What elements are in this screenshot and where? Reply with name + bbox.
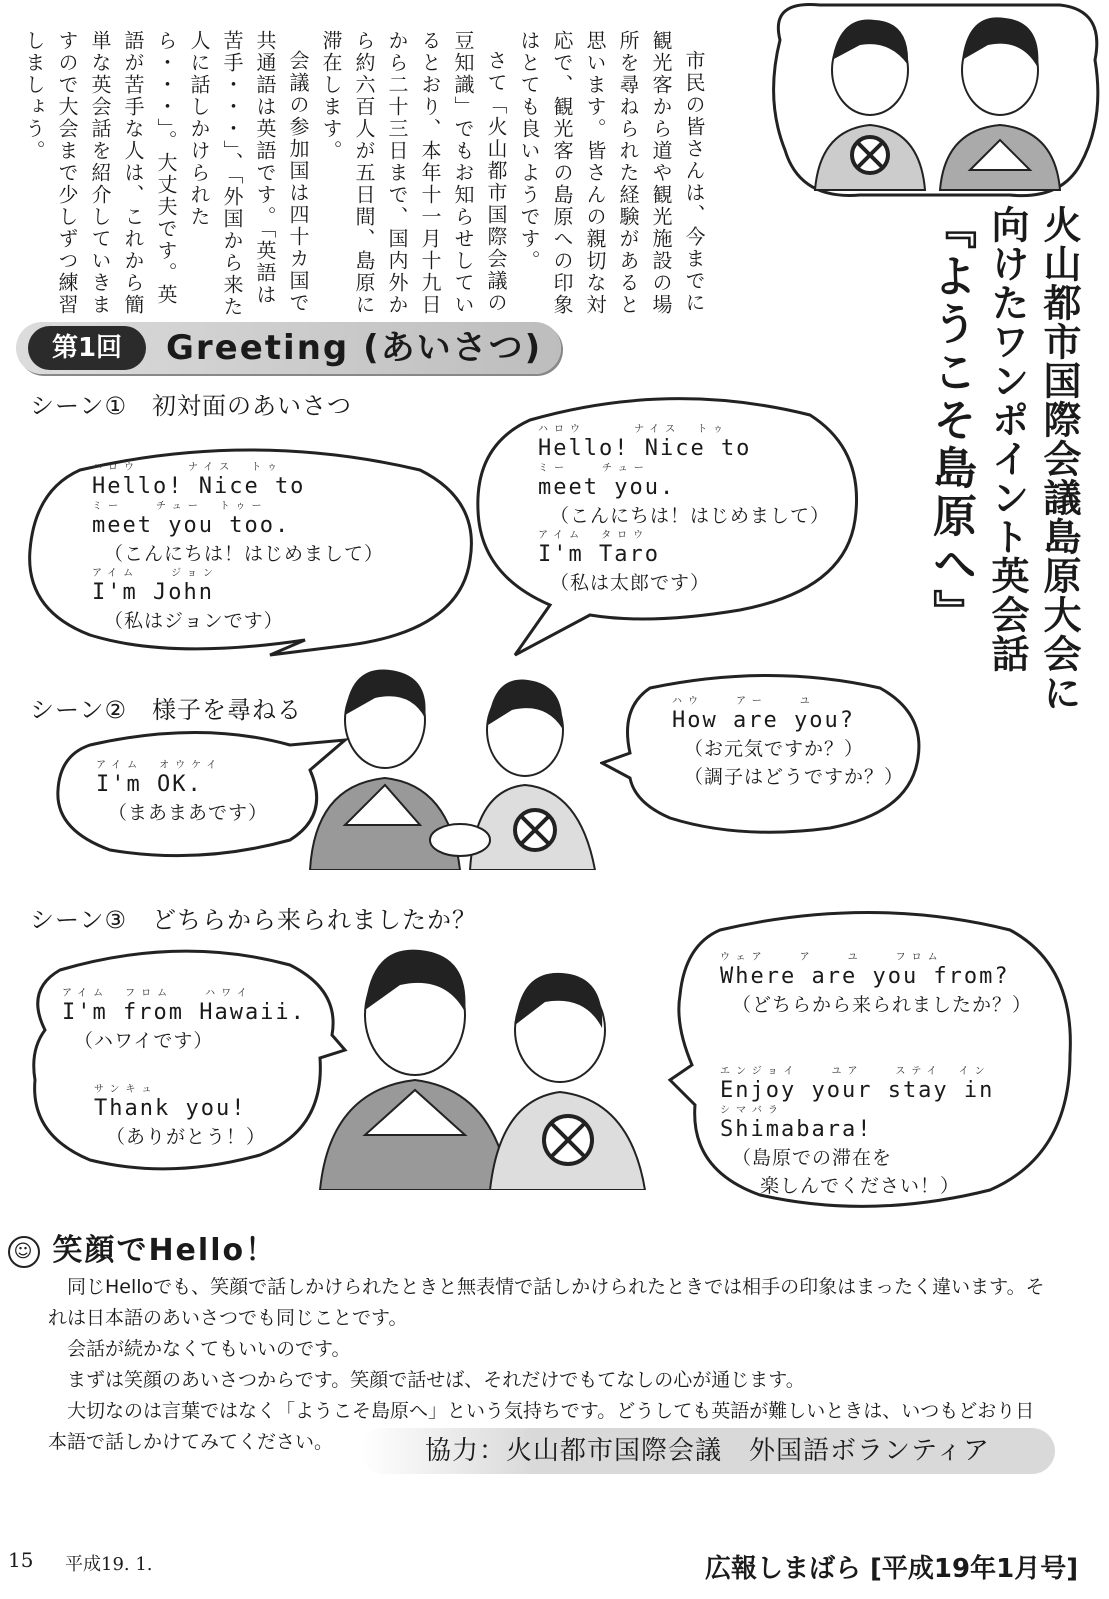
scene-3-right-bubble-text-2 [720,1066,994,1200]
ruby: アイム オウケイ [96,760,223,771]
body-paragraph: 大切なのは言葉ではなく「ようこそ島原へ」という気持ちです。どうしても英語が難しいときは、いつもどおり日本語で話しかけてみてください。 [48,1400,1035,1453]
english-line: I'm from Hawaii. [62,1000,306,1025]
scene-3-left-bubble-text-2 [94,1084,266,1151]
japanese-line: （調子はどうですか？） [684,766,905,788]
english-line: Thank you! [94,1096,247,1121]
japanese-line: （私は太郎です） [550,572,711,594]
title-line-3: 『ようこそ島原へ』 [925,205,976,637]
scene-1-left-bubble-text [92,462,384,635]
japanese-line: （島原での滞在を [732,1147,893,1169]
ruby: アイム フロム ハワイ [62,988,253,999]
japanese-line: （ありがとう！） [106,1126,267,1148]
publication-footer: 広報しまばら [平成19年1月号] [705,1554,1079,1584]
ruby: ハロウ ナイス トゥ [92,462,283,473]
english-line: How are you? [672,708,855,733]
smile-heading-text: 笑顔でHello！ [52,1233,278,1268]
japanese-line: （こんにちは！はじめまして） [550,505,831,527]
scene-3-label: シーン③ どちらから来られましたか？ [30,906,478,934]
english-line: meet you too. [92,513,291,538]
japanese-line: （まあまあです） [108,802,269,824]
title-line-1: 火山都市国際会議島原大会に [1037,205,1081,712]
english-line: I'm John [92,580,214,605]
ruby: サンキュ [94,1084,158,1095]
body-paragraph: 同じHelloでも、笑顔で話しかけられたときと無表情で話しかけられたときでは相手の印象はまったく違います。それは日本語のあいさつでも同じことです。 [48,1276,1045,1329]
japanese-line: （私はジョンです） [104,610,284,632]
scene-2-right-bubble-text [672,696,904,791]
issue-date: 平成19. 1. [65,1554,153,1575]
smile-section-heading [8,1225,277,1269]
ruby: アイム タロウ [538,530,650,541]
title-line-2: 向けたワンポイント英会話 [985,205,1029,673]
intro-paragraph: 会議の参加国は四十カ国で共通語は英語です。「英語は苦手・・・」、「外国から来た人に話しかけられたら・・・」。大丈夫です。英語が苦手な人は、これから簡単な英会話を紹介していきますので大会まで少しずつ練習しましょう。 [22,30,310,318]
japanese-line: （こんにちは！はじめまして） [104,543,385,565]
episode-badge: 第1回 [28,326,146,370]
english-line: meet you. [538,475,676,500]
characters-illustration [300,940,670,1190]
japanese-line: （ハワイです） [74,1030,214,1052]
credit-banner: 協力：火山都市国際会議 外国語ボランティア [360,1428,1055,1474]
intro-paragraph: 市民の皆さんは、今までに観光客から道や観光施設の場所を尋ねられた経験があると思います。皆さんの親切な対応で、観光客の島原への印象はとても良いようです。 [517,30,706,316]
ruby: ハウ アー ユ [672,696,816,707]
english-line: I'm Taro [538,542,660,567]
scene-3-right-bubble-text-1 [720,952,1032,1019]
scene-2-label: シーン② 様子を尋ねる [30,696,303,724]
english-line: Hello! Nice to [538,436,752,461]
body-paragraph: まずは笑顔のあいさつからです。笑顔で話せば、それだけでもてなしの心が通じます。 [67,1369,805,1391]
japanese-line: 楽しんでください！） [760,1175,961,1197]
header-illustration [760,0,1105,205]
page-number: 15 [8,1548,34,1572]
body-paragraph: 会話が続かなくてもいいのです。 [67,1338,351,1360]
english-line: Enjoy your stay in [720,1078,995,1103]
section-heading: Greeting (あいさつ) [166,328,543,368]
japanese-line: （どちらから来られましたか？） [732,994,1033,1016]
intro-paragraph: さて「火山都市国際会議の豆知識」でもお知らせしているとおり、本年十一月十九日から二十三日まで、国内外から約六百人が五日間、島原に滞在します。 [319,30,508,316]
section-banner [16,322,561,374]
english-line: I'm OK. [96,772,203,797]
scene-3-left-bubble-text-1 [62,988,306,1055]
ruby: ミー チュー トゥー [92,501,268,512]
japanese-line: （お元気ですか？） [684,738,865,760]
intro-text [22,30,710,320]
ruby: ミー チュー [538,463,650,474]
scene-1-right-bubble-text [538,424,830,597]
scene-2-left-bubble-text [96,760,268,827]
article-title [880,205,1085,745]
ruby: シマバラ [720,1105,784,1116]
english-line: Shimabara! [720,1117,873,1142]
ruby: ウェア ア ユ フロム [720,952,944,963]
ruby: アイム ジョン [92,568,219,579]
smile-face-icon: ☺ [8,1236,40,1268]
english-line: Where are you from? [720,964,1010,989]
english-line: Hello! Nice to [92,474,306,499]
ruby: エンジョイ ユア ステイ イン [720,1066,991,1077]
ruby: ハロウ ナイス トゥ [538,424,729,435]
scene-1-label: シーン① 初対面のあいさつ [30,392,353,420]
